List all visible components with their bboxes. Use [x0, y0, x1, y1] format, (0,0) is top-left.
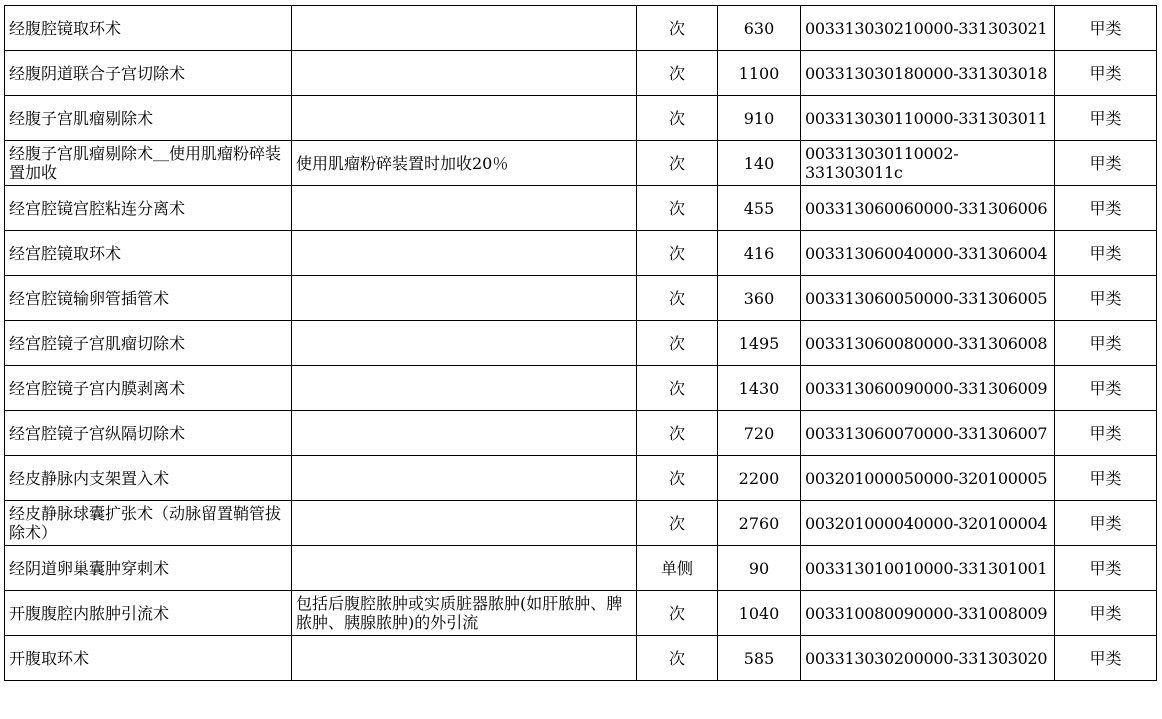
category-cell: 甲类 — [1055, 366, 1157, 411]
table-row — [5, 276, 1157, 321]
unit-cell: 次 — [637, 141, 718, 186]
item-name-cell: 经宫腔镜取环术 — [5, 231, 292, 276]
category-cell: 甲类 — [1055, 321, 1157, 366]
item-note-cell — [292, 96, 637, 141]
item-note-cell — [292, 231, 637, 276]
unit-cell: 次 — [637, 6, 718, 51]
price-cell: 2760 — [718, 501, 801, 546]
item-note-cell — [292, 366, 637, 411]
category-cell: 甲类 — [1055, 6, 1157, 51]
unit-cell: 次 — [637, 96, 718, 141]
item-name-cell: 经宫腔镜宫腔粘连分离术 — [5, 186, 292, 231]
item-name-cell: 开腹腹腔内脓肿引流术 — [5, 591, 292, 636]
category-cell: 甲类 — [1055, 456, 1157, 501]
item-code-cell: 003313030200000-331303020 — [801, 636, 1055, 681]
category-cell: 甲类 — [1055, 411, 1157, 456]
item-note-cell — [292, 456, 637, 501]
item-code-cell: 003313060060000-331306006 — [801, 186, 1055, 231]
item-note-cell — [292, 636, 637, 681]
item-note-cell — [292, 276, 637, 321]
table-row — [5, 321, 1157, 366]
item-name-cell: 经宫腔镜输卵管插管术 — [5, 276, 292, 321]
price-cell: 1495 — [718, 321, 801, 366]
item-name-cell: 经宫腔镜子宫内膜剥离术 — [5, 366, 292, 411]
item-code-cell: 003201000040000-320100004 — [801, 501, 1055, 546]
unit-cell: 次 — [637, 501, 718, 546]
item-note-cell — [292, 186, 637, 231]
category-cell: 甲类 — [1055, 231, 1157, 276]
unit-cell: 次 — [637, 276, 718, 321]
item-code-cell: 003313060080000-331306008 — [801, 321, 1055, 366]
item-name-cell: 经皮静脉内支架置入术 — [5, 456, 292, 501]
table-row — [5, 6, 1157, 51]
item-code-cell: 003313060090000-331306009 — [801, 366, 1055, 411]
item-code-cell: 003313060040000-331306004 — [801, 231, 1055, 276]
table-row — [5, 51, 1157, 96]
price-cell: 140 — [718, 141, 801, 186]
category-cell: 甲类 — [1055, 141, 1157, 186]
item-code-cell: 003201000050000-320100005 — [801, 456, 1055, 501]
unit-cell: 次 — [637, 411, 718, 456]
price-cell: 416 — [718, 231, 801, 276]
unit-cell: 次 — [637, 231, 718, 276]
category-cell: 甲类 — [1055, 96, 1157, 141]
item-code-cell: 003313030180000-331303018 — [801, 51, 1055, 96]
unit-cell: 次 — [637, 186, 718, 231]
price-cell: 455 — [718, 186, 801, 231]
price-cell: 910 — [718, 96, 801, 141]
category-cell: 甲类 — [1055, 186, 1157, 231]
price-cell: 1430 — [718, 366, 801, 411]
item-note-cell — [292, 501, 637, 546]
item-name-cell: 经阴道卵巢囊肿穿刺术 — [5, 546, 292, 591]
item-name-cell: 经腹子宫肌瘤剔除术＿使用肌瘤粉碎装置加收 — [5, 141, 292, 186]
item-note-cell — [292, 546, 637, 591]
item-note-cell: 使用肌瘤粉碎装置时加收20％ — [292, 141, 637, 186]
table-row — [5, 231, 1157, 276]
item-name-cell: 经腹腔镜取环术 — [5, 6, 292, 51]
category-cell: 甲类 — [1055, 276, 1157, 321]
unit-cell: 单侧 — [637, 546, 718, 591]
item-code-cell: 003313060070000-331306007 — [801, 411, 1055, 456]
table-row — [5, 636, 1157, 681]
price-cell: 1040 — [718, 591, 801, 636]
item-code-cell: 003313030110000-331303011 — [801, 96, 1055, 141]
item-name-cell: 经腹子宫肌瘤剔除术 — [5, 96, 292, 141]
price-cell: 720 — [718, 411, 801, 456]
item-note-cell: 包括后腹腔脓肿或实质脏器脓肿(如肝脓肿、脾脓肿、胰腺脓肿)的外引流 — [292, 591, 637, 636]
item-name-cell: 经宫腔镜子宫纵隔切除术 — [5, 411, 292, 456]
item-code-cell: 003313030210000-331303021 — [801, 6, 1055, 51]
category-cell: 甲类 — [1055, 636, 1157, 681]
table-row — [5, 186, 1157, 231]
item-code-cell: 003313060050000-331306005 — [801, 276, 1055, 321]
table-row — [5, 456, 1157, 501]
item-code-cell: 003313030110002-331303011c — [801, 141, 1055, 186]
item-note-cell — [292, 411, 637, 456]
item-code-cell: 003310080090000-331008009 — [801, 591, 1055, 636]
table-row — [5, 591, 1157, 636]
fee-table — [4, 5, 1157, 681]
price-cell: 585 — [718, 636, 801, 681]
price-cell: 2200 — [718, 456, 801, 501]
price-cell: 630 — [718, 6, 801, 51]
category-cell: 甲类 — [1055, 51, 1157, 96]
table-row — [5, 411, 1157, 456]
price-cell: 1100 — [718, 51, 801, 96]
category-cell: 甲类 — [1055, 591, 1157, 636]
unit-cell: 次 — [637, 456, 718, 501]
item-note-cell — [292, 51, 637, 96]
table-row — [5, 96, 1157, 141]
unit-cell: 次 — [637, 51, 718, 96]
item-name-cell: 经腹阴道联合子宫切除术 — [5, 51, 292, 96]
unit-cell: 次 — [637, 636, 718, 681]
price-cell: 90 — [718, 546, 801, 591]
fee-table-body — [5, 6, 1157, 681]
price-cell: 360 — [718, 276, 801, 321]
item-name-cell: 经宫腔镜子宫肌瘤切除术 — [5, 321, 292, 366]
table-row — [5, 501, 1157, 546]
table-row — [5, 546, 1157, 591]
category-cell: 甲类 — [1055, 546, 1157, 591]
table-row — [5, 141, 1157, 186]
item-note-cell — [292, 6, 637, 51]
item-note-cell — [292, 321, 637, 366]
item-name-cell: 开腹取环术 — [5, 636, 292, 681]
unit-cell: 次 — [637, 366, 718, 411]
category-cell: 甲类 — [1055, 501, 1157, 546]
item-code-cell: 003313010010000-331301001 — [801, 546, 1055, 591]
table-row — [5, 366, 1157, 411]
unit-cell: 次 — [637, 591, 718, 636]
unit-cell: 次 — [637, 321, 718, 366]
item-name-cell: 经皮静脉球囊扩张术（动脉留置鞘管拔除术） — [5, 501, 292, 546]
